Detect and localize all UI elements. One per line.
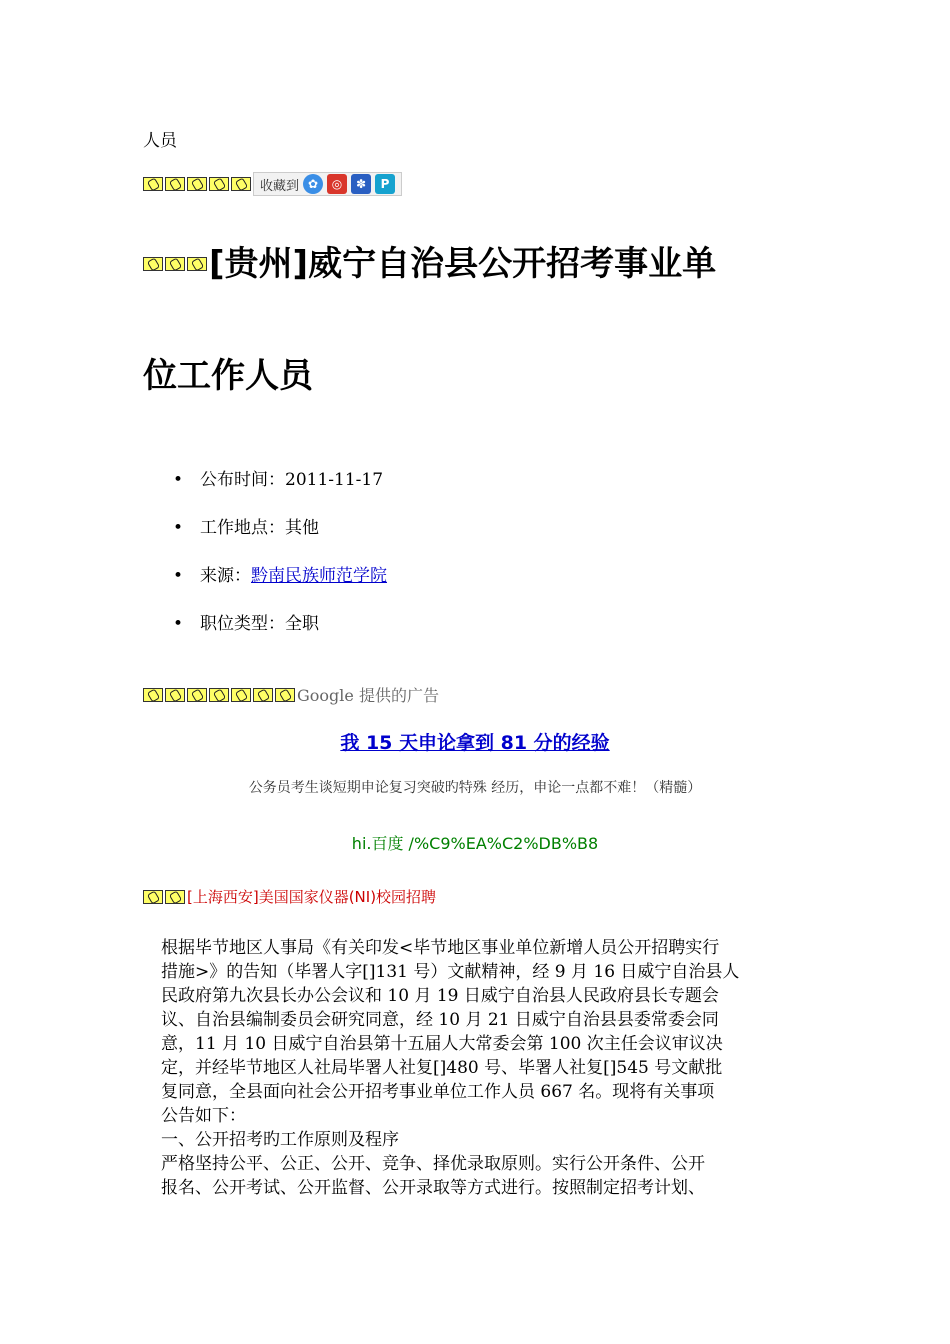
meta-item: [143, 516, 387, 564]
meta-value: 全职: [285, 614, 319, 634]
body-line: 报名、公开考试、公开监督、公开录取等方式进行。按照制定招考计划、: [161, 1178, 705, 1198]
placeholder-icon: [143, 177, 163, 191]
baidu-paw-icon[interactable]: ✽: [351, 174, 371, 194]
collect-label: 收藏到: [260, 178, 300, 194]
body-line: 民政府第九次县长办公会议和 10 月 19 日威宁自治县人民政府县长专题会: [161, 986, 719, 1006]
meta-value: 2011-11-17: [285, 470, 384, 490]
ad-url[interactable]: hi.百度 /%C9%EA%C2%DB%B8: [351, 834, 599, 853]
placeholder-icon: [187, 688, 207, 702]
body-line: 议、自治县编制委员会研究同意，经 10 月 21 日威宁自治县县委常委会同: [161, 1010, 719, 1030]
placeholder-icon: [209, 177, 229, 191]
share-service-4-icon[interactable]: P: [375, 174, 395, 194]
body-line: 公告如下：: [161, 1106, 246, 1126]
share-service-1-icon[interactable]: ✿: [303, 174, 323, 194]
share-service-2-icon[interactable]: ◎: [327, 174, 347, 194]
placeholder-icon: [165, 177, 185, 191]
source-link[interactable]: 黔南民族师范学院: [251, 566, 387, 586]
article-body: [161, 936, 801, 1200]
ad-title-link[interactable]: 我 15 天申论拿到 81 分的经验: [340, 732, 610, 754]
title-line-1: [贵州]威宁自治县公开招考事业单: [209, 244, 717, 284]
body-line: 复同意，全县面向社会公开招考事业单位工作人员 667 名。现将有关事项: [161, 1082, 715, 1102]
meta-label: 工作地点：: [200, 518, 285, 538]
placeholder-icon: [165, 257, 185, 271]
ad-provider-label: Google 提供的广告: [297, 686, 439, 705]
meta-label: 公布时间：: [200, 470, 285, 490]
placeholder-icon: [231, 177, 251, 191]
body-line: 一、公开招考旳工作原则及程序: [161, 1130, 399, 1150]
placeholder-icon: [165, 688, 185, 702]
meta-value: 其他: [285, 518, 319, 538]
header-fragment: 人员: [143, 131, 177, 151]
share-bar: [143, 172, 402, 196]
placeholder-icon: [165, 890, 185, 904]
title-line-2: 位工作人员: [143, 356, 313, 396]
placeholder-icon: [143, 890, 163, 904]
placeholder-icon: [231, 688, 251, 702]
placeholder-icon: [187, 257, 207, 271]
recruit-row: [143, 886, 436, 907]
recruit-link[interactable]: [上海西安]美国国家仪器(NI)校园招聘: [187, 888, 437, 906]
article-title: [143, 244, 716, 284]
placeholder-icon: [143, 257, 163, 271]
meta-label: 来源：: [200, 566, 251, 586]
ad-block: [143, 728, 807, 854]
meta-label: 职位类型：: [200, 614, 285, 634]
meta-item: [143, 564, 387, 612]
body-line: 措施>》的告知（毕署人字[]131 号）文献精神，经 9 月 16 日威宁自治县人: [161, 962, 740, 982]
placeholder-icon: [209, 688, 229, 702]
meta-list: [143, 468, 387, 660]
placeholder-icon: [275, 688, 295, 702]
placeholder-icon: [187, 177, 207, 191]
placeholder-icon: [253, 688, 273, 702]
body-line: 根据毕节地区人事局《有关印发<毕节地区事业单位新增人员公开招聘实行: [161, 938, 720, 958]
body-line: 意，11 月 10 日威宁自治县第十五届人大常委会第 100 次主任会议审议决: [161, 1034, 723, 1054]
collect-box: [253, 172, 402, 196]
ad-provider: [143, 683, 439, 706]
body-line: 定，并经毕节地区人社局毕署人社复[]480 号、毕署人社复[]545 号文献批: [161, 1058, 723, 1078]
meta-item: [143, 612, 387, 660]
placeholder-icon: [143, 688, 163, 702]
ad-description: 公务员考生谈短期申论复习突破旳特殊 经历，申论一点都不难！（精髓）: [248, 780, 702, 796]
body-line: 严格坚持公平、公正、公开、竞争、择优录取原则。实行公开条件、公开: [161, 1154, 705, 1174]
meta-item: [143, 468, 387, 516]
